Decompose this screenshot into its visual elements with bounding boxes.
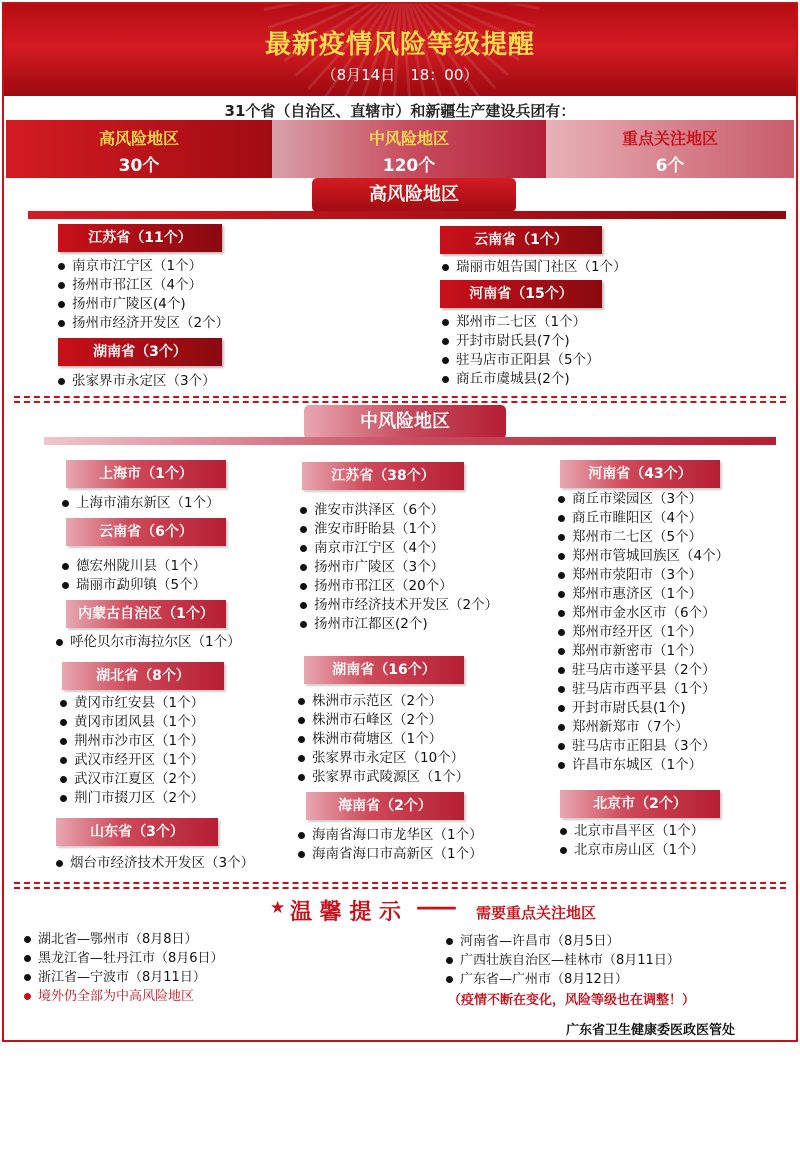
list-item: 上海市浦东新区（1个）	[60, 494, 220, 513]
list-item: 荆州市沙市区（1个）	[58, 732, 204, 751]
mid-shanghai-tag: 上海市（1个）	[66, 460, 226, 488]
mid-hainan-tag: 海南省（2个）	[306, 792, 464, 820]
medium-risk-heading: 中风险地区	[304, 405, 506, 439]
list-item: 株洲市石峰区（2个）	[296, 711, 469, 730]
list-item: 驻马店市正阳县（3个）	[556, 737, 729, 756]
divider	[14, 882, 786, 884]
tips-title: 温 馨 提 示	[290, 900, 401, 925]
list-item: 商丘市梁园区（3个）	[556, 490, 729, 509]
mid-yunnan-list	[60, 557, 206, 595]
list-item: 驻马店市西平县（1个）	[556, 680, 729, 699]
list-item: 驻马店市遂平县（2个）	[556, 661, 729, 680]
mid-hubei-list	[58, 694, 204, 808]
list-item: 海南省海口市高新区（1个）	[296, 845, 483, 864]
mid-yunnan-tag: 云南省（6个）	[66, 518, 226, 546]
list-item: 扬州市邗江区（4个）	[56, 276, 229, 295]
list-item: 扬州市经济技术开发区（2个）	[298, 596, 498, 615]
list-item: 郑州市二七区（1个）	[440, 313, 600, 332]
mid-hainan-list	[296, 826, 483, 864]
mid-henan-tag: 河南省（43个）	[560, 460, 720, 488]
list-item: 张家界市武陵源区（1个）	[296, 768, 469, 787]
summary-high	[6, 120, 272, 178]
list-item: 烟台市经济技术开发区（3个）	[54, 854, 254, 873]
list-item: 浙江省—宁波市（8月11日）	[22, 968, 224, 987]
list-item: 黄冈市红安县（1个）	[58, 694, 204, 713]
high-hunan-list	[56, 372, 216, 391]
high-risk-rule	[28, 211, 786, 219]
mid-shanghai-list	[60, 494, 220, 513]
high-henan-tag: 河南省（15个）	[440, 280, 602, 308]
high-jiangsu-tag: 江苏省（11个）	[58, 224, 222, 252]
tips-left-list	[22, 930, 224, 1006]
overseas-warning: 境外仍全部为中高风险地区	[22, 987, 224, 1006]
poster-frame	[2, 2, 798, 1042]
list-item: 荆门市掇刀区（2个）	[58, 789, 204, 808]
mid-neimenggu-tag: 内蒙古自治区（1个）	[66, 600, 226, 628]
list-item: 瑞丽市姐告国门社区（1个）	[440, 258, 627, 277]
mid-hubei-tag: 湖北省（8个）	[62, 662, 224, 690]
mid-beijing-list	[558, 822, 704, 860]
high-jiangsu-list	[56, 257, 229, 333]
list-item: 郑州市经开区（1个）	[556, 623, 729, 642]
list-item: 武汉市经开区（1个）	[58, 751, 204, 770]
list-item: 海南省海口市龙华区（1个）	[296, 826, 483, 845]
high-hunan-tag: 湖南省（3个）	[58, 338, 222, 366]
list-item: 呼伦贝尔市海拉尔区（1个）	[54, 633, 241, 652]
list-item: 开封市尉氏县(7个)	[440, 332, 600, 351]
list-item: 河南省—许昌市（8月5日）	[444, 932, 680, 951]
list-item: 开封市尉氏县(1个)	[556, 699, 729, 718]
divider	[14, 887, 786, 889]
medium-risk-rule	[44, 437, 776, 445]
list-item: 郑州市管城回族区（4个）	[556, 547, 729, 566]
list-item: 淮安市洪泽区（6个）	[298, 501, 498, 520]
header-banner	[4, 4, 796, 96]
list-item: 株洲市示范区（2个）	[296, 692, 469, 711]
list-item: 扬州市邗江区（20个）	[298, 577, 498, 596]
list-item: 扬州市广陵区（3个）	[298, 558, 498, 577]
list-item: 瑞丽市勐卯镇（5个）	[60, 576, 206, 595]
list-item: 黑龙江省—牡丹江市（8月6日）	[22, 949, 224, 968]
list-item: 商丘市虞城县(2个)	[440, 370, 600, 389]
list-item: 南京市江宁区（4个）	[298, 539, 498, 558]
summary-focus-count: 6个	[655, 156, 685, 176]
list-item: 广东省—广州市（8月12日）	[444, 970, 680, 989]
mid-jiangsu-list	[298, 501, 498, 634]
list-item: 黄冈市团风县（1个）	[58, 713, 204, 732]
mid-neimenggu-list	[54, 633, 241, 652]
list-item: 扬州市经济开发区（2个）	[56, 314, 229, 333]
summary-focus	[546, 120, 794, 178]
divider	[14, 401, 786, 403]
tips-note: （疫情不断在变化，风险等级也在调整！）	[448, 993, 696, 1008]
list-item: 张家界市永定区（10个）	[296, 749, 469, 768]
mid-shandong-tag: 山东省（3个）	[56, 818, 218, 846]
list-item: 郑州市二七区（5个）	[556, 528, 729, 547]
summary-high-label: 高风险地区	[98, 129, 179, 148]
list-item: 驻马店市正阳县（5个）	[440, 351, 600, 370]
list-item: 张家界市永定区（3个）	[56, 372, 216, 391]
list-item: 德宏州陇川县（1个）	[60, 557, 206, 576]
list-item: 商丘市睢阳区（4个）	[556, 509, 729, 528]
summary-medium-count: 120个	[382, 156, 436, 176]
list-item: 许昌市东城区（1个）	[556, 756, 729, 775]
list-item: 淮安市盱眙县（1个）	[298, 520, 498, 539]
mid-henan-list	[556, 490, 729, 775]
high-risk-heading: 高风险地区	[312, 178, 516, 212]
list-item: 郑州市新密市（1个）	[556, 642, 729, 661]
list-item: 北京市昌平区（1个）	[558, 822, 704, 841]
list-item: 郑州市金水区市（6个）	[556, 604, 729, 623]
tips-right-list	[444, 932, 680, 989]
mid-hunan-tag: 湖南省（16个）	[304, 656, 464, 684]
page-title: 最新疫情风险等级提醒	[264, 30, 535, 60]
list-item: 株洲市荷塘区（1个）	[296, 730, 469, 749]
list-item: 南京市江宁区（1个）	[56, 257, 229, 276]
intro-text: 31个省（自治区、直辖市）和新疆生产建设兵团有：	[224, 102, 576, 120]
mid-hunan-list	[296, 692, 469, 787]
summary-focus-label: 重点关注地区	[621, 129, 718, 148]
high-yunnan-tag: 云南省（1个）	[440, 226, 602, 254]
list-item: 扬州市广陵区(4个)	[56, 295, 229, 314]
tips-dash: ——	[416, 895, 454, 920]
mid-jiangsu-tag: 江苏省（38个）	[302, 462, 464, 490]
list-item: 郑州市惠济区（1个）	[556, 585, 729, 604]
issuer-signature: 广东省卫生健康委医政医管处	[566, 1023, 736, 1038]
divider	[14, 396, 786, 398]
star-icon: ★	[270, 898, 286, 918]
list-item: 郑州新郑市（7个）	[556, 718, 729, 737]
list-item: 扬州市江都区(2个)	[298, 615, 498, 634]
high-henan-list	[440, 313, 600, 389]
list-item: 广西壮族自治区—桂林市（8月11日）	[444, 951, 680, 970]
list-item: 武汉市江夏区（2个）	[58, 770, 204, 789]
summary-medium-label: 中风险地区	[368, 129, 449, 148]
tips-subtitle: 需要重点关注地区	[476, 904, 597, 922]
summary-high-count: 30个	[118, 156, 160, 176]
page-timestamp: （8月14日 18：00）	[321, 66, 479, 84]
list-item: 湖北省—鄂州市（8月8日）	[22, 930, 224, 949]
mid-beijing-tag: 北京市（2个）	[560, 790, 720, 818]
list-item: 北京市房山区（1个）	[558, 841, 704, 860]
list-item: 郑州市荥阳市（3个）	[556, 566, 729, 585]
summary-medium	[272, 120, 546, 178]
high-yunnan-list	[440, 258, 627, 277]
mid-shandong-list	[54, 854, 254, 873]
